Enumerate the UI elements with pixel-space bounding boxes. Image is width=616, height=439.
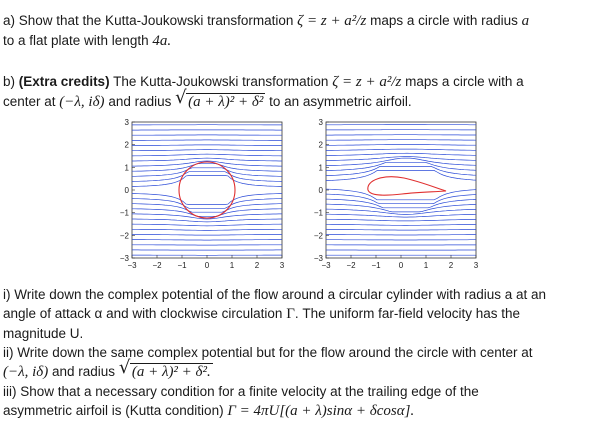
- part-b-text-2: maps a circle with a: [405, 74, 524, 89]
- question-ii-line-1: ii) Write down the same complex potential but for the flow around the circle with center at: [3, 345, 533, 360]
- radius-var: a: [521, 13, 530, 29]
- part-b: [3, 72, 609, 112]
- radius-sqrt: [175, 87, 265, 112]
- x-tick-label: 3: [473, 261, 479, 270]
- part-a-text-2: maps a circle with radius: [370, 13, 518, 28]
- x-tick-label: 1: [229, 261, 235, 270]
- sqrt-icon-2: √: [118, 357, 131, 378]
- question-i-line-3: magnitude U.: [3, 326, 84, 341]
- plot-frame-2: [326, 122, 476, 258]
- question-iii-line-1: iii) Show that a necessary condition for a finite velocity at the trailing edge of the: [3, 384, 479, 399]
- x-tick-label: −1: [177, 261, 187, 270]
- x-tick-label: −2: [346, 261, 356, 270]
- y-tick-label: −1: [313, 208, 323, 218]
- x-tick-label: −1: [371, 261, 381, 270]
- question-ii-line-2: [3, 357, 609, 382]
- question-i-line-1: i) Write down the complex potential of the flow around a circular cylinder with radius a at an: [3, 287, 547, 302]
- x-tick-label: 2: [254, 261, 260, 270]
- part-a-text: a) Show that the Kutta-Joukowski transformation: [3, 13, 294, 28]
- part-b-text-5: to an asymmetric airfoil.: [269, 94, 412, 109]
- y-tick-label: 1: [124, 163, 129, 173]
- question-ii-text: and radius: [52, 364, 116, 379]
- part-b-line-2: [3, 87, 609, 112]
- gamma-symbol: Γ: [286, 306, 295, 322]
- y-tick-label: 2: [318, 140, 323, 150]
- x-tick-label: 0: [398, 261, 404, 270]
- radius-expr: (a + λ)² + δ²: [188, 94, 264, 110]
- questions: [3, 285, 609, 421]
- y-tick-label: −3: [313, 254, 323, 263]
- kutta-condition: Γ = 4πU[(a + λ)sinα + δcosα].: [227, 403, 415, 419]
- question-i-text-2: . The uniform far-field velocity has the: [294, 306, 520, 321]
- part-b-text-3: center at: [3, 94, 56, 109]
- y-tick-label: 0: [124, 186, 129, 195]
- extra-credits-label: (Extra credits): [18, 74, 110, 89]
- plot-frame: [132, 122, 282, 258]
- question-iii-line-2: [3, 401, 609, 421]
- part-a-text-3: to a flat plate with length: [3, 33, 149, 48]
- y-tick-label: 3: [318, 118, 323, 127]
- x-tick-label: 1: [423, 261, 429, 270]
- x-tick-label: 0: [204, 261, 210, 270]
- circle-center-2: (−λ, iδ): [3, 364, 49, 380]
- sqrt-icon: √: [175, 87, 187, 108]
- circle-center: (−λ, iδ): [59, 94, 105, 110]
- question-i-text: angle of attack α and with clockwise circulation: [3, 306, 283, 321]
- y-tick-label: −3: [119, 254, 129, 263]
- x-tick-label: −2: [152, 261, 162, 270]
- airfoil-flow-plot: [312, 118, 492, 278]
- y-tick-label: −2: [119, 231, 129, 241]
- kj-formula: ζ = z + a²/z: [297, 13, 367, 29]
- question-iii-text: asymmetric airfoil is (Kutta condition): [3, 403, 224, 418]
- y-tick-label: −1: [119, 208, 129, 218]
- y-tick-label: 2: [124, 140, 129, 150]
- x-tick-label: 3: [279, 261, 285, 270]
- y-tick-label: 1: [318, 163, 323, 173]
- part-b-text: The Kutta-Joukowski transformation: [113, 74, 329, 89]
- part-a-line-2: [3, 31, 609, 51]
- x-tick-label: 2: [448, 261, 454, 270]
- part-b-line-1: [3, 72, 609, 92]
- y-tick-label: 3: [124, 118, 129, 127]
- part-b-text-4: and radius: [108, 94, 172, 109]
- part-a: [3, 11, 609, 51]
- part-a-line-1: [3, 11, 609, 31]
- x-tick-label: −3: [127, 261, 137, 270]
- kj-formula-b: ζ = z + a²/z: [332, 74, 402, 90]
- question-i-line-2: [3, 304, 609, 324]
- y-tick-label: 0: [318, 186, 323, 195]
- y-tick-label: −2: [313, 231, 323, 241]
- radius-expr-2: (a + λ)² + δ².: [131, 364, 211, 380]
- length-var: 4a.: [152, 33, 172, 49]
- cylinder-flow-plot: [118, 118, 293, 278]
- part-b-label: b): [3, 74, 16, 89]
- radius-sqrt-2: [118, 357, 213, 382]
- x-tick-label: −3: [321, 261, 331, 270]
